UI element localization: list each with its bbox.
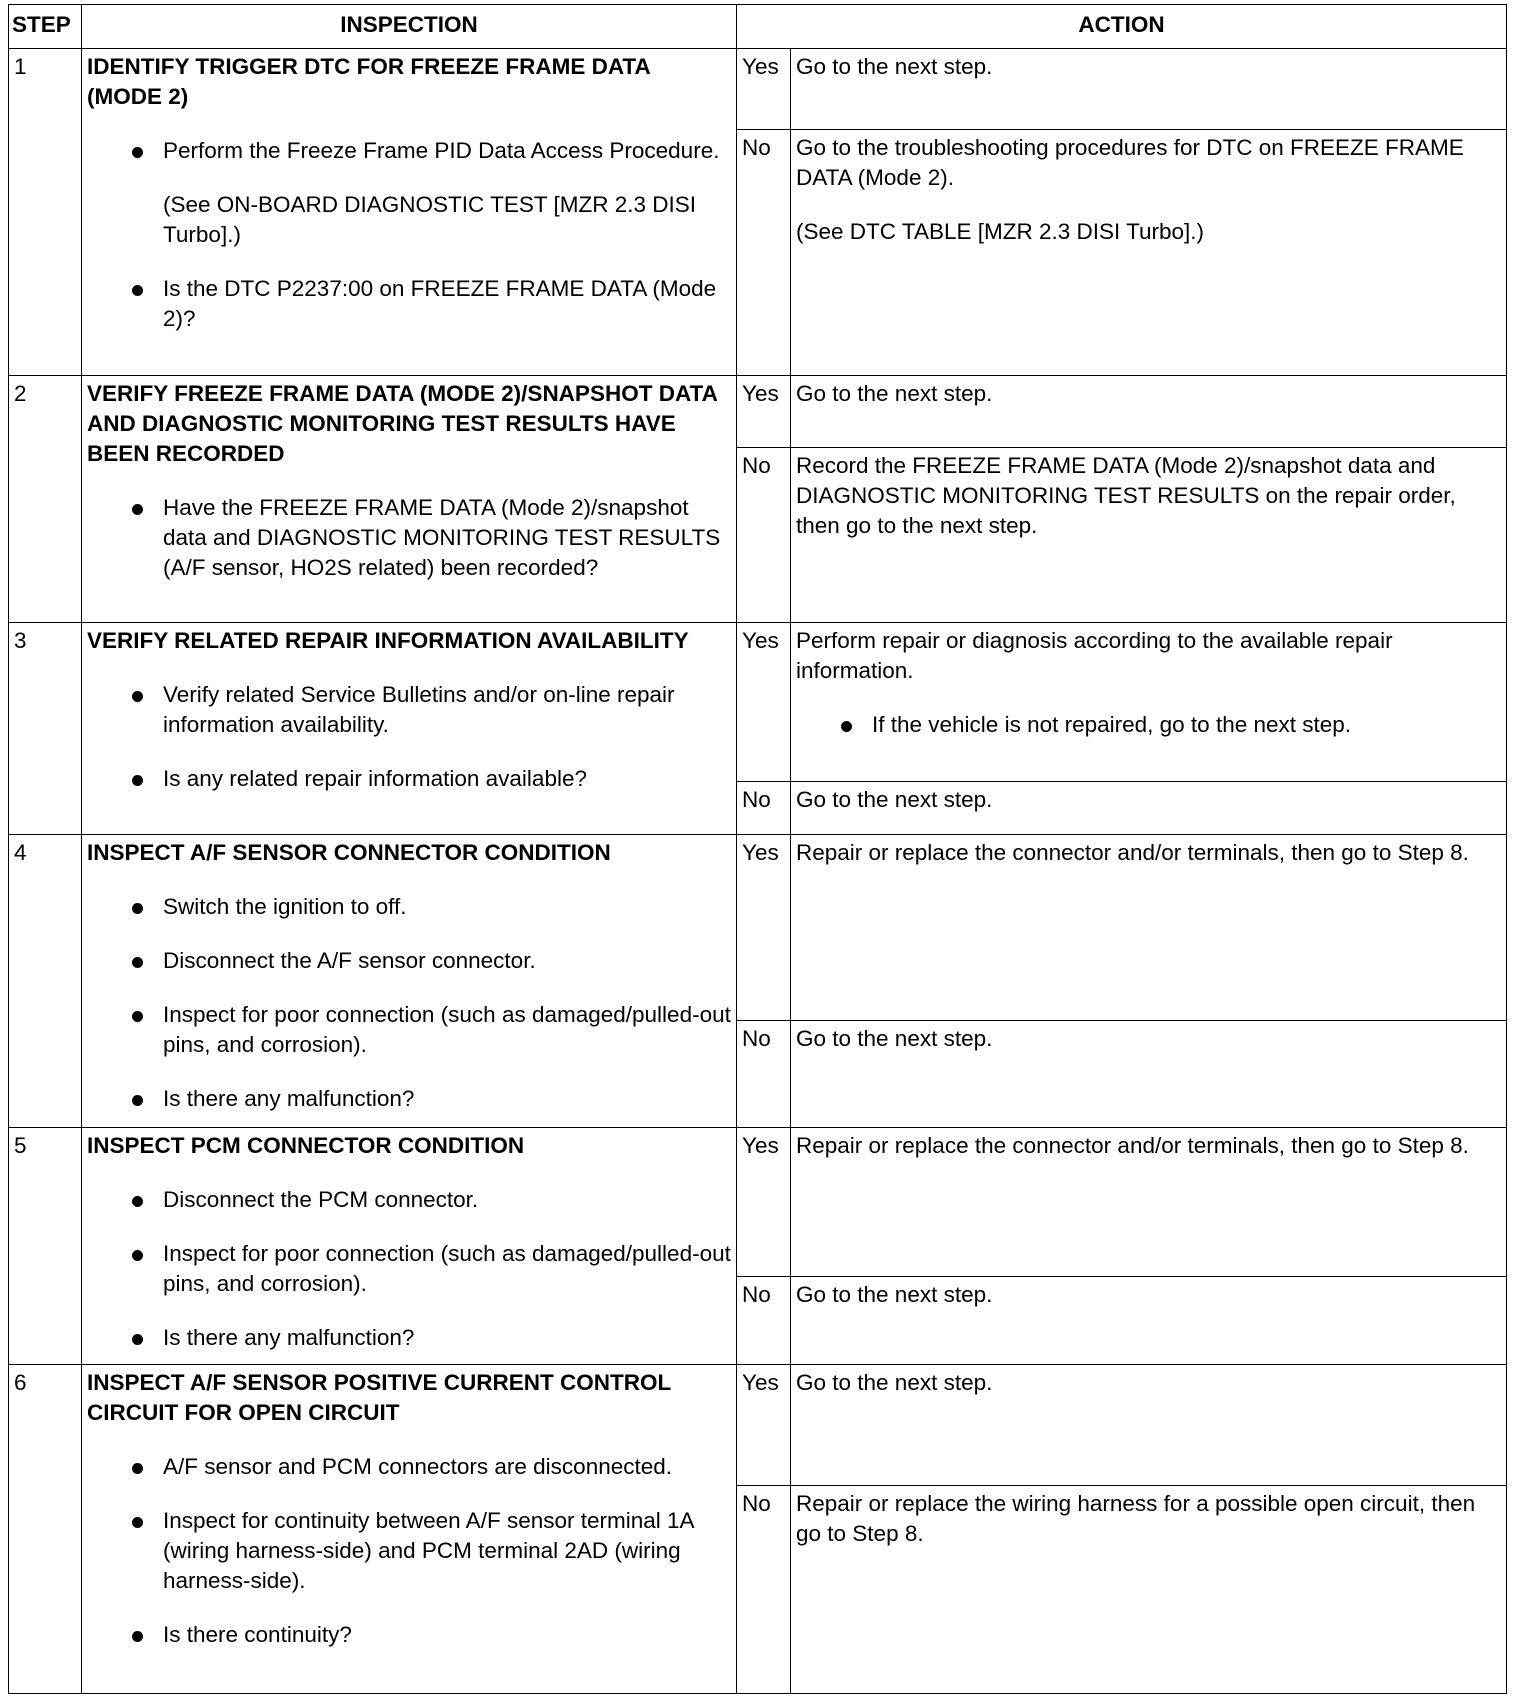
step-3-inspection xyxy=(82,623,737,835)
step-2-no-action: Record the FREEZE FRAME DATA (Mode 2)/snapshot data and DIAGNOSTIC MONITORING TEST RESULTS on the repair order, then go to the next step. xyxy=(791,448,1507,623)
step-3-bullet-1: Verify related Service Bulletins and/or on-line repair information availability. xyxy=(87,680,731,740)
bullet-icon xyxy=(132,285,143,296)
step-4-yes-label: Yes xyxy=(737,835,791,1021)
step-4-bullet-4: Is there any malfunction? xyxy=(87,1084,731,1114)
step-5-yes-action: Repair or replace the connector and/or terminals, then go to Step 8. xyxy=(791,1128,1507,1277)
step-1-no-text: Go to the troubleshooting procedures for DTC on FREEZE FRAME DATA (Mode 2). xyxy=(796,135,1464,190)
step-5-title: INSPECT PCM CONNECTOR CONDITION xyxy=(87,1133,525,1158)
step-2-bullet-1: Have the FREEZE FRAME DATA (Mode 2)/snapshot data and DIAGNOSTIC MONITORING TEST RESULTS (A/F sensor, HO2S related) been recorded? xyxy=(87,493,731,583)
step-2-number: 2 xyxy=(9,376,82,623)
step-6-number: 6 xyxy=(9,1365,82,1694)
step-1-yes-action: Go to the next step. xyxy=(791,49,1507,130)
step-1-yes-row xyxy=(9,49,1507,130)
step-5-inspection xyxy=(82,1128,737,1365)
inspection-column-header: INSPECTION xyxy=(82,5,737,49)
step-1-no-action xyxy=(791,130,1507,376)
step-3-yes-text: Perform repair or diagnosis according to the available repair information. xyxy=(796,628,1393,683)
step-4-no-action: Go to the next step. xyxy=(791,1021,1507,1128)
bullet-icon xyxy=(132,775,143,786)
bullet-icon xyxy=(132,691,143,702)
step-3-yes-bullet: If the vehicle is not repaired, go to the next step. xyxy=(796,710,1501,740)
bullet-icon xyxy=(841,721,852,732)
step-3-yes-label: Yes xyxy=(737,623,791,782)
step-6-no-label: No xyxy=(737,1486,791,1694)
step-4-yes-row xyxy=(9,835,1507,1021)
step-5-bullet-2: Inspect for poor connection (such as damaged/pulled-out pins, and corrosion). xyxy=(87,1239,731,1299)
step-3-number: 3 xyxy=(9,623,82,835)
step-6-inspection xyxy=(82,1365,737,1694)
step-column-header: STEP xyxy=(9,5,82,49)
step-4-bullet-3: Inspect for poor connection (such as damaged/pulled-out pins, and corrosion). xyxy=(87,1000,731,1060)
bullet-icon xyxy=(132,1631,143,1642)
step-3-bullet-2: Is any related repair information available? xyxy=(87,764,731,794)
step-6-title: INSPECT A/F SENSOR POSITIVE CURRENT CONTROL CIRCUIT FOR OPEN CIRCUIT xyxy=(87,1370,671,1425)
bullet-icon xyxy=(132,504,143,515)
step-6-bullet-2: Inspect for continuity between A/F sensor terminal 1A (wiring harness-side) and PCM terminal 2AD (wiring harness-side). xyxy=(87,1506,731,1596)
step-3-no-action: Go to the next step. xyxy=(791,782,1507,835)
bullet-icon xyxy=(132,1334,143,1345)
step-2-title: VERIFY FREEZE FRAME DATA (MODE 2)/SNAPSHOT DATA AND DIAGNOSTIC MONITORING TEST RESULTS HAVE BEEN RECORDED xyxy=(87,381,718,466)
step-4-bullet-1: Switch the ignition to off. xyxy=(87,892,731,922)
step-5-no-action: Go to the next step. xyxy=(791,1277,1507,1365)
step-4-inspection xyxy=(82,835,737,1128)
step-1-title: IDENTIFY TRIGGER DTC FOR FREEZE FRAME DATA (MODE 2) xyxy=(87,54,650,109)
step-2-yes-row xyxy=(9,376,1507,448)
bullet-icon xyxy=(132,1196,143,1207)
bullet-icon xyxy=(132,1095,143,1106)
step-1-inspection xyxy=(82,49,737,376)
step-5-no-label: No xyxy=(737,1277,791,1365)
bullet-icon xyxy=(132,903,143,914)
action-column-header: ACTION xyxy=(737,5,1507,49)
step-2-inspection xyxy=(82,376,737,623)
step-4-bullet-2: Disconnect the A/F sensor connector. xyxy=(87,946,731,976)
step-1-no-label: No xyxy=(737,130,791,376)
step-4-number: 4 xyxy=(9,835,82,1128)
step-1-bullet-2: Is the DTC P2237:00 on FREEZE FRAME DATA (Mode 2)? xyxy=(87,274,731,334)
step-5-yes-row xyxy=(9,1128,1507,1277)
bullet-icon xyxy=(132,147,143,158)
bullet-icon xyxy=(132,957,143,968)
step-4-title: INSPECT A/F SENSOR CONNECTOR CONDITION xyxy=(87,840,611,865)
step-6-yes-label: Yes xyxy=(737,1365,791,1486)
step-5-number: 5 xyxy=(9,1128,82,1365)
step-5-bullet-1: Disconnect the PCM connector. xyxy=(87,1185,731,1215)
step-4-yes-action: Repair or replace the connector and/or terminals, then go to Step 8. xyxy=(791,835,1507,1021)
step-6-no-action: Repair or replace the wiring harness for a possible open circuit, then go to Step 8. xyxy=(791,1486,1507,1694)
step-1-no-note: (See DTC TABLE [MZR 2.3 DISI Turbo].) xyxy=(796,219,1205,244)
diagnostic-procedure xyxy=(8,4,1507,1694)
header-row xyxy=(9,5,1507,49)
step-1-bullet-1: Perform the Freeze Frame PID Data Access Procedure. xyxy=(87,136,731,166)
step-2-no-label: No xyxy=(737,448,791,623)
step-6-yes-row xyxy=(9,1365,1507,1486)
bullet-icon xyxy=(132,1517,143,1528)
step-4-no-label: No xyxy=(737,1021,791,1128)
step-2-yes-label: Yes xyxy=(737,376,791,448)
step-1-yes-label: Yes xyxy=(737,49,791,130)
bullet-icon xyxy=(132,1463,143,1474)
step-5-bullet-3: Is there any malfunction? xyxy=(87,1323,731,1353)
step-3-yes-action xyxy=(791,623,1507,782)
diagnostic-table xyxy=(8,4,1507,1694)
step-3-title: VERIFY RELATED REPAIR INFORMATION AVAILABILITY xyxy=(87,628,689,653)
step-3-no-label: No xyxy=(737,782,791,835)
step-1-note: (See ON-BOARD DIAGNOSTIC TEST [MZR 2.3 DISI Turbo].) xyxy=(163,192,697,247)
step-1-number: 1 xyxy=(9,49,82,376)
step-3-yes-row xyxy=(9,623,1507,782)
step-6-bullet-3: Is there continuity? xyxy=(87,1620,731,1650)
step-2-yes-action: Go to the next step. xyxy=(791,376,1507,448)
step-5-yes-label: Yes xyxy=(737,1128,791,1277)
step-6-yes-action: Go to the next step. xyxy=(791,1365,1507,1486)
step-6-bullet-1: A/F sensor and PCM connectors are disconnected. xyxy=(87,1452,731,1482)
bullet-icon xyxy=(132,1250,143,1261)
bullet-icon xyxy=(132,1011,143,1022)
